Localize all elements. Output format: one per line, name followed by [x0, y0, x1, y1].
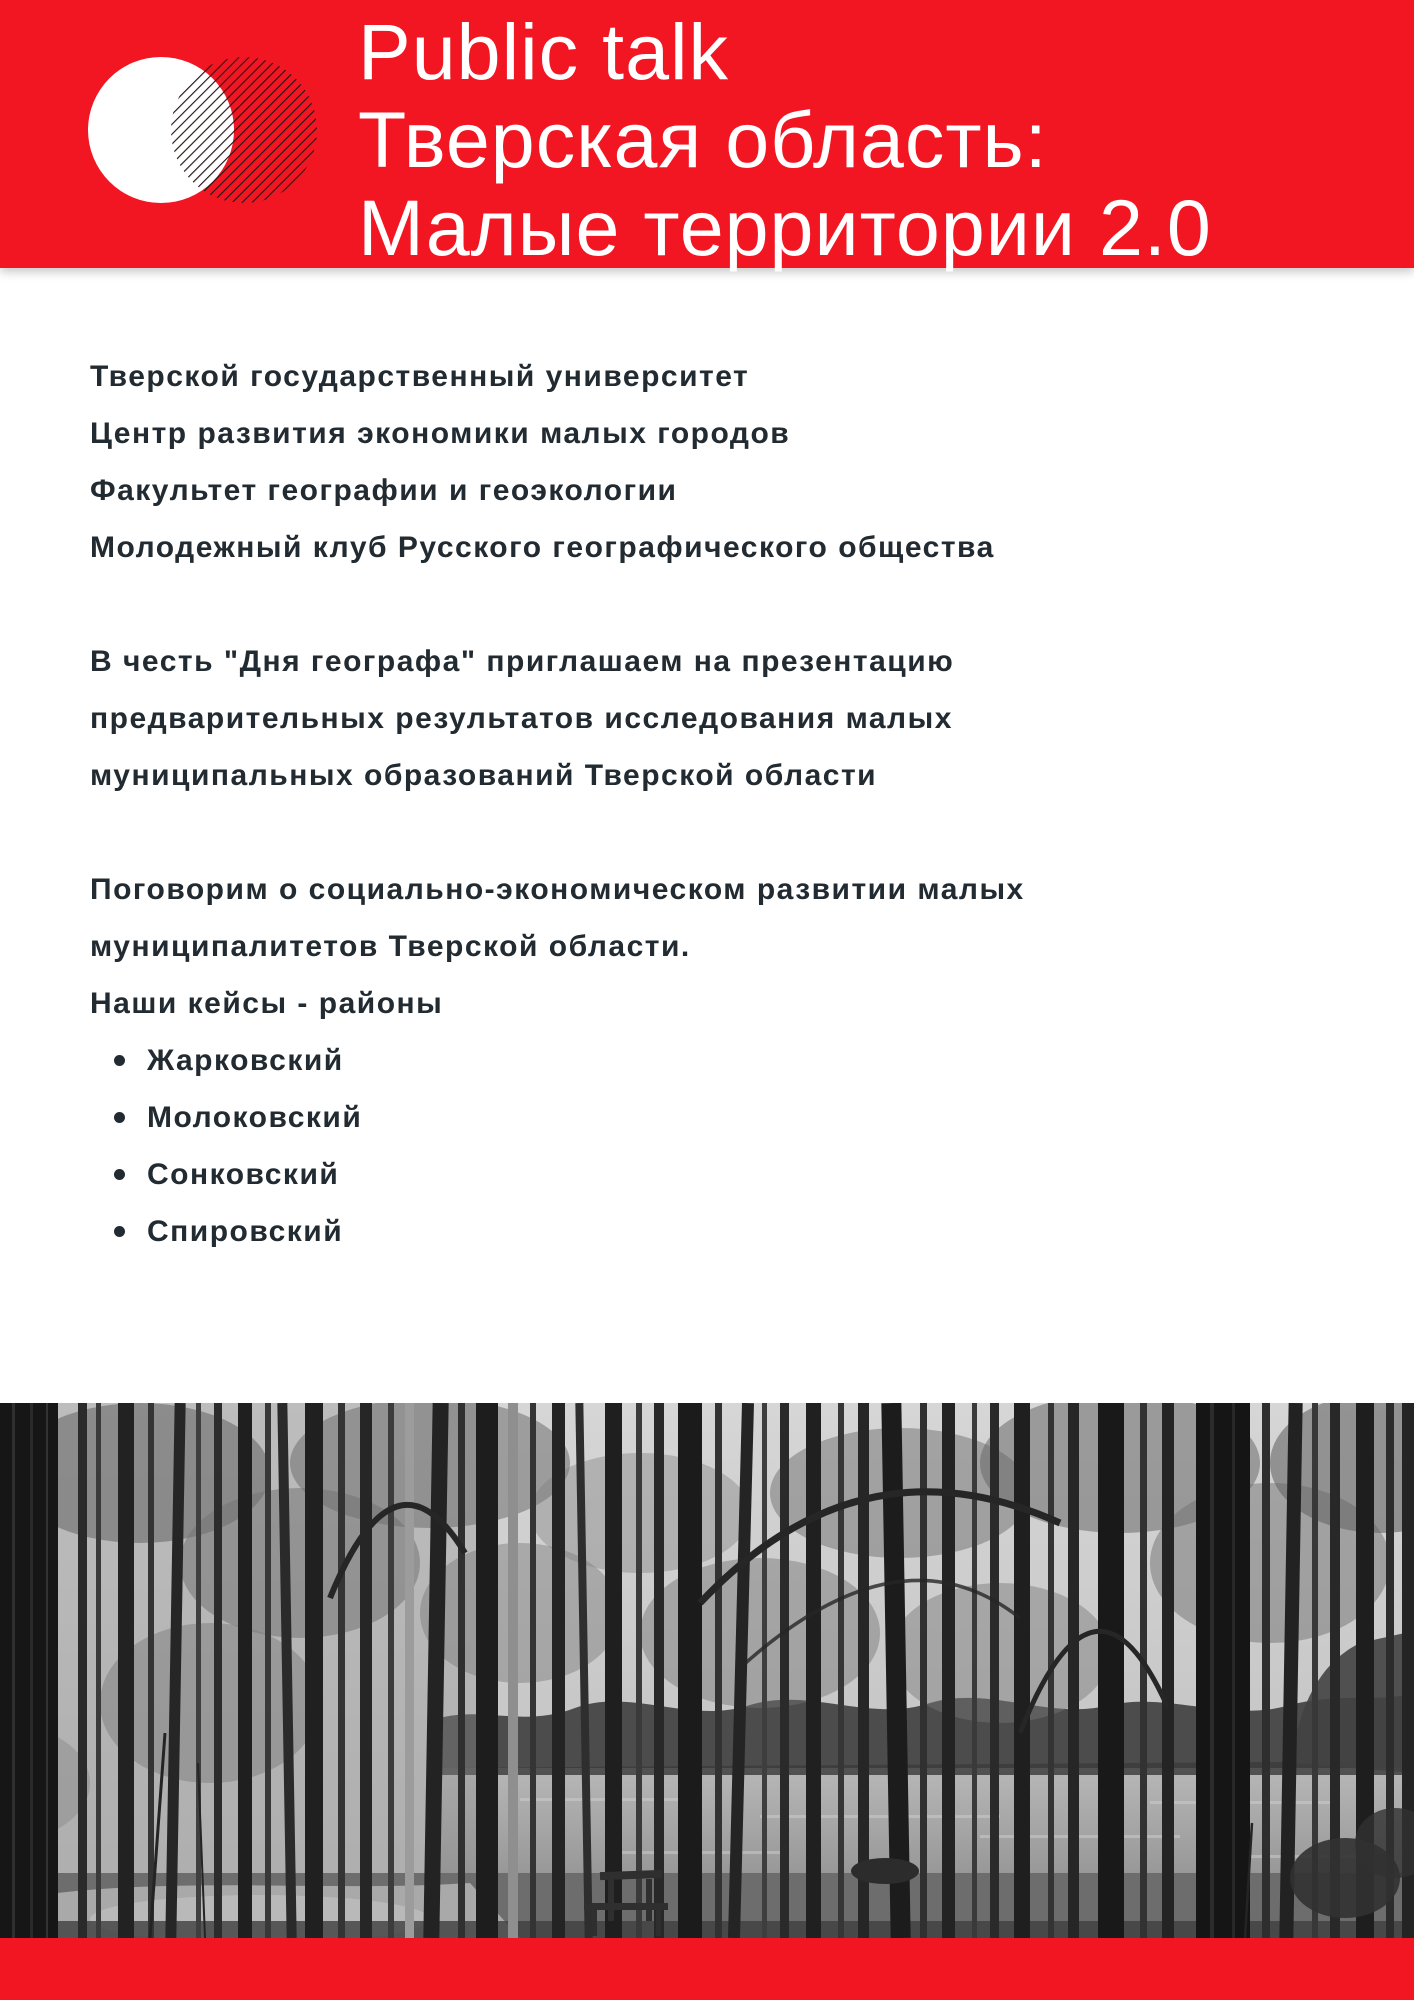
organizer-line: Центр развития экономики малых городов: [90, 417, 791, 450]
title-line-1: Public talk: [358, 7, 730, 96]
case-districts-list: [90, 1032, 1350, 1260]
list-item: [114, 1146, 1350, 1203]
footer-strip: [0, 1938, 1414, 2000]
forest-photo: [0, 1403, 1414, 1938]
bullet-icon: [114, 1055, 125, 1066]
topic-line: Поговорим о социально-экономическом развитии малых: [90, 873, 1025, 906]
title-line-3: Малые территории 2.0: [358, 183, 1212, 272]
invitation-line: В честь "Дня географа" приглашаем на презентацию: [90, 645, 955, 678]
topic-line: муниципалитетов Тверской области.: [90, 930, 691, 963]
organizer-line: Факультет географии и геоэкологии: [90, 474, 678, 507]
shore-log: [851, 1858, 919, 1884]
district-label: Сонковский: [147, 1158, 340, 1191]
district-label: Спировский: [147, 1215, 344, 1248]
organizers-paragraph: [90, 348, 1350, 576]
bullet-icon: [114, 1112, 125, 1123]
header-banner: [0, 0, 1414, 272]
logo-hatched-circle: [171, 57, 317, 203]
poster-body: [90, 348, 1350, 1260]
organizer-line: Молодежный клуб Русского географического общества: [90, 531, 995, 564]
poster-title: [358, 8, 1212, 272]
topic-line: Наши кейсы - районы: [90, 987, 444, 1020]
topic-paragraph: [90, 861, 1350, 1032]
title-line-2: Тверская область:: [358, 95, 1048, 184]
bullet-icon: [114, 1169, 125, 1180]
organizer-line: Тверской государственный университет: [90, 360, 750, 393]
list-item: [114, 1089, 1350, 1146]
logo-circles-icon: [85, 52, 325, 208]
district-label: Молоковский: [147, 1101, 363, 1134]
list-item: [114, 1032, 1350, 1089]
invitation-line: предварительных результатов исследования малых: [90, 702, 953, 735]
invitation-line: муниципальных образований Тверской области: [90, 759, 878, 792]
list-item: [114, 1203, 1350, 1260]
invitation-paragraph: [90, 633, 1350, 804]
bullet-icon: [114, 1226, 125, 1237]
district-label: Жарковский: [147, 1044, 344, 1077]
